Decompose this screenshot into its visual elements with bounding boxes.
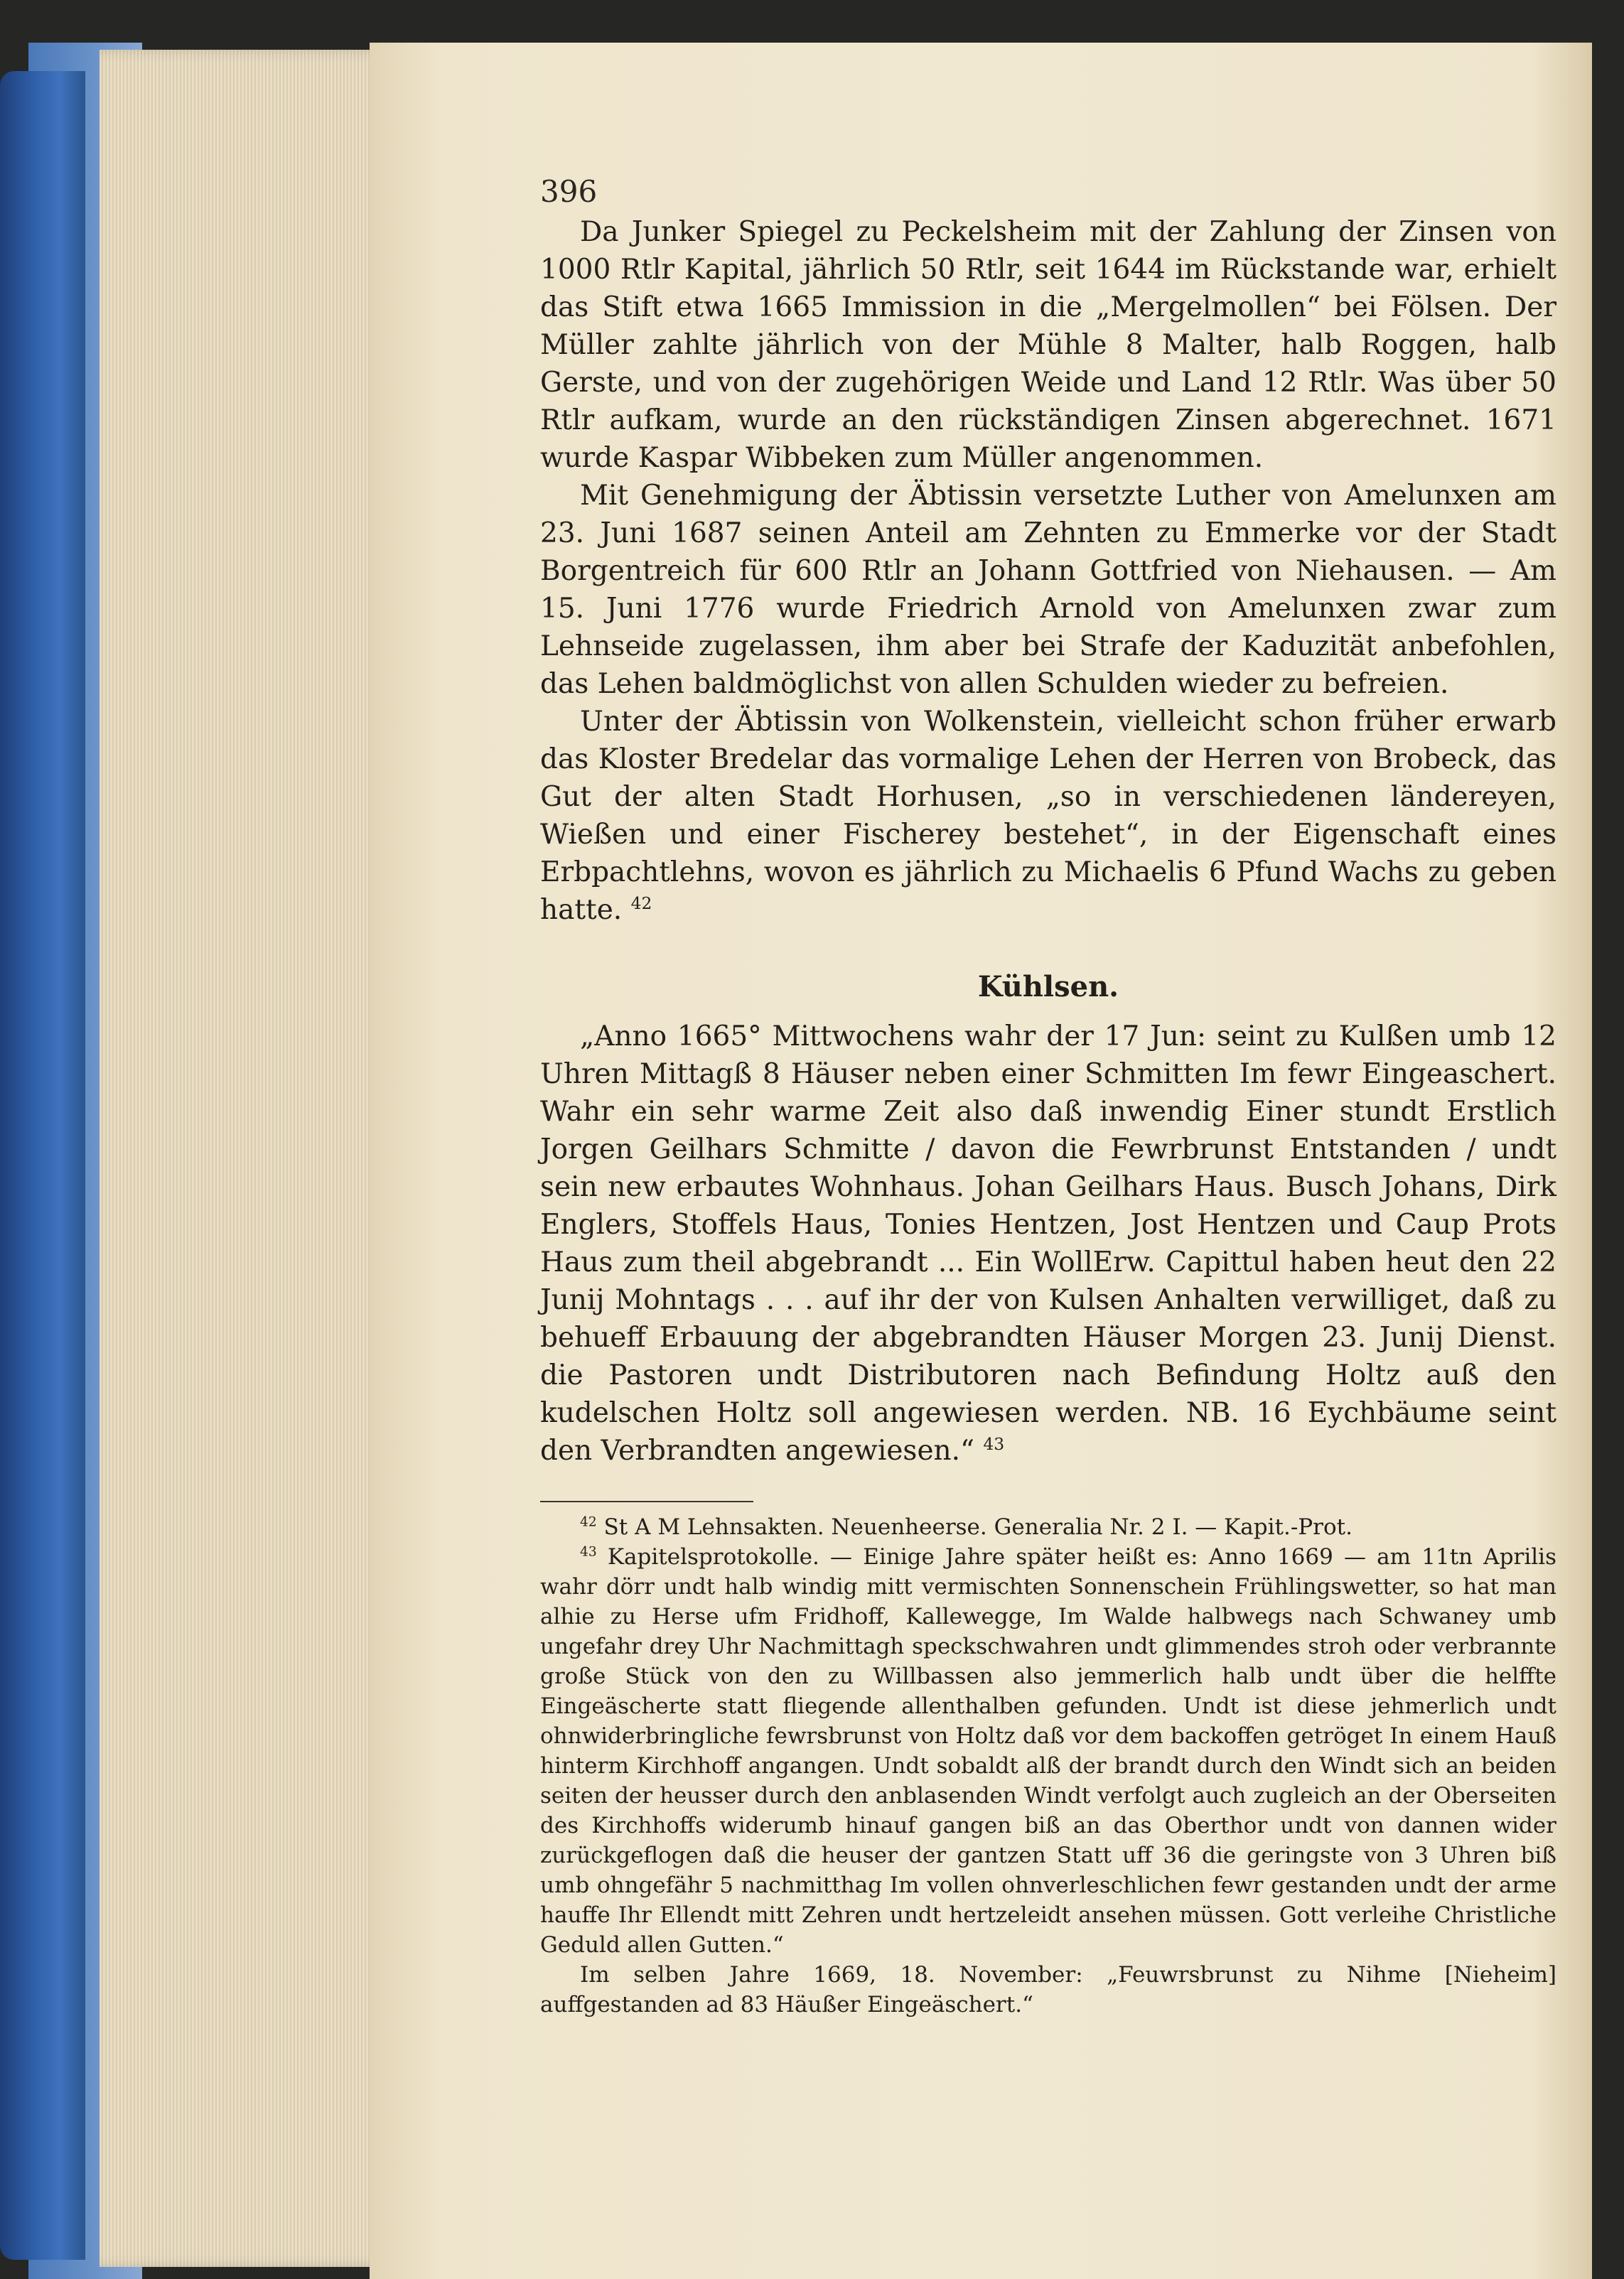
footnote-rule bbox=[540, 1501, 753, 1502]
page-text bbox=[540, 213, 1556, 2020]
book-spine bbox=[0, 71, 85, 2260]
paragraph-1: Da Junker Spiegel zu Peckelsheim mit der Zahlung der Zinsen von 1000 Rtlr Kapital, jährlich 50 Rtlr, seit 1644 im Rückstande war, erhielt das Stift etwa 1665 Immission in die „Mergelmollen“ bei Fölsen. Der Müller zahlte jährlich von der Mühle 8 Malter, halb Roggen, halb Gerste, und von der zugehörigen Weide und Land 12 Rtlr. Was über 50 Rtlr aufkam, wurde an den rückständigen Zinsen abgerechnet. 1671 wurde Kaspar Wibbeken zum Müller angenommen. bbox=[540, 216, 1556, 474]
quote-paragraph bbox=[540, 1018, 1556, 1470]
footnote-text: St A M Lehnsakten. Neuenheerse. Generalia Nr. 2 I. — Kapit.-Prot. bbox=[603, 1514, 1353, 1540]
page-edges bbox=[100, 50, 398, 2267]
footnote-ref-42: 42 bbox=[630, 893, 652, 913]
footnote-ref-43: 43 bbox=[983, 1434, 1005, 1454]
page-number: 396 bbox=[540, 174, 598, 209]
footnote-continuation: Im selben Jahre 1669, 18. November: „Feuwrsbrunst zu Nihme [Nieheim] auffgestanden ad 83 Häußer Eingeäschert.“ bbox=[540, 1962, 1556, 2017]
paragraph-2: Mit Genehmigung der Äbtissin versetzte Luther von Amelunxen am 23. Juni 1687 seinen Anteil am Zehnten zu Emmerke vor der Stadt Borgentreich für 600 Rtlr an Johann Gottfried von Niehausen. — Am 15. Juni 1776 wurde Friedrich Arnold von Amelunxen zwar zum Lehnseide zugelassen, ihm aber bei Strafe der Kaduzität anbefohlen, das Lehen baldmöglichst von allen Schulden wieder zu befreien. bbox=[540, 480, 1556, 700]
footnote-43 bbox=[540, 1542, 1556, 1960]
paragraph-3-text: Unter der Äbtissin von Wolkenstein, vielleicht schon früher erwarb das Kloster Bredelar das vormalige Lehen der Herren von Brobeck, das Gut der alten Stadt Horhusen, „so in verschiedenen ländereyen, Wießen und einer Fischerey bestehet“, in der Eigenschaft eines Erbpachtlehns, wovon es jährlich zu Michaelis 6 Pfund Wachs zu geben hatte. bbox=[540, 706, 1556, 926]
footnote-text: Kapitelsprotokolle. — Einige Jahre später heißt es: Anno 1669 — am 11tn Aprilis wahr dörr undt halb windig mitt vermischten Sonnenschein Frühlingswetter, so hat man alhie zu Herse ufm Fridhoff, Kallewegge, Im Walde halbwegs nach Schwaney umb ungefahr drey Uhr Nachmittagh speckschwahren undt glimmendes stroh oder verbrannte große Stück von den zu Willbassen also jemmerlich halb undt über die helffte Eingeäscherte statt fliegende allenthalben gefunden. Undt ist diese jehmerlich undt ohnwiderbringliche fewrsbrunst von Holtz daß vor dem backoffen getröget In einem Hauß hinterm Kirchhoff angangen. Undt sobaldt alß der brandt durch den Windt sich an beiden seiten der heusser durch den anblasenden Windt verfolgt auch zugleich an der Oberseiten des Kirchhoffs widerumb hinauf gangen biß an das Oberthor undt von dannen wider zurückgeflogen daß die heuser der gantzen Statt uff 36 die geringste von 3 Uhren biß umb ohngefähr 5 nachmitthag Im vollen ohnverleschlichen fewr gestanden undt der arme hauffe Ihr Ellendt mitt Zehren undt hertzeleidt ansehen müssen. Gott verleihe Christliche Geduld allen Gutten.“ bbox=[540, 1544, 1557, 1958]
footnote-num: 43 bbox=[580, 1544, 597, 1560]
quote-text: „Anno 1665° Mittwochens wahr der 17 Jun: seint zu Kulßen umb 12 Uhren Mittagß 8 Häuser neben einer Schmitten Im fewr Eingeaschert. Wahr ein sehr warme Zeit also daß inwendig Einer stundt Erstlich Jorgen Geilhars Schmitte / davon die Fewrbrunst Entstanden / undt sein new erbautes Wohnhaus. Johan Geilhars Haus. Busch Johans, Dirk Englers, Stoffels Haus, Tonies Hentzen, Jost Hentzen und Caup Prots Haus zum theil abgebrandt ... Ein WollErw. Capittul haben heut den 22 Junij Mohntags . . . auf ihr der von Kulsen Anhalten verwilliget, daß zu behueff Erbauung der abgebrandten Häuser Morgen 23. Junij Dienst. die Pastoren undt Distributoren nach Befindung Holtz auß den kudelschen Holtz soll angewiesen werden. NB. 16 Eychbäume seint den Verbrandten angewiesen.“ bbox=[540, 1020, 1556, 1467]
footnote-42 bbox=[540, 1512, 1556, 1542]
paragraph-3 bbox=[540, 703, 1556, 929]
footnote-num: 42 bbox=[580, 1514, 597, 1530]
section-heading: Kühlsen. bbox=[977, 970, 1119, 1003]
